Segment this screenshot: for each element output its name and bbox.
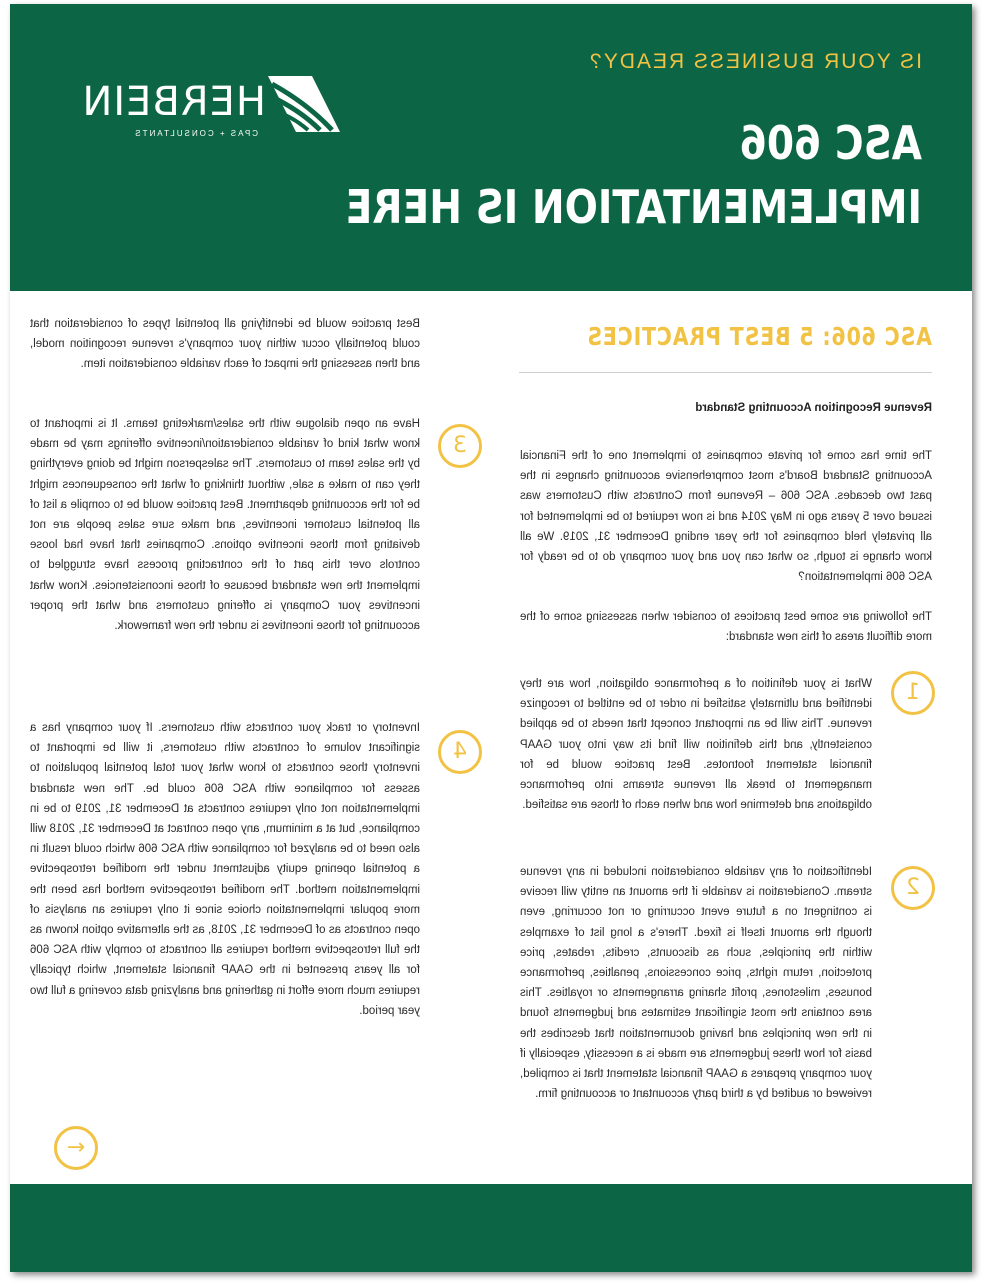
practice-2-text: Identification of any variable consideration included in any revenue stream. Consideration is variable if the amount an entity will receive is contingent on a future event occurring or not occurring, even though the amount itself is fixed. There's a long list of examples within the principles, such as discounts, credits, rebates, price protection, return rights, price concessions, penalties, performance bonuses, milestones, profit sharing arrangements or royalties. This area contains the most significant estimates and judgements found in the new principles and having documentation that describes the basis for how these judgements are made is a necessity, especially if your company prepares a GAAP financial statement that is compiled, reviewed or audited by a third party accountant or accounting firm.	[520, 866, 872, 1101]
practice-number-2-badge: 2	[891, 866, 935, 910]
practice-number-1-badge: 1	[891, 671, 935, 715]
left-arrow-icon[interactable]: ←	[54, 1126, 98, 1170]
header-banner	[10, 4, 972, 291]
practice-number-3-badge: 3	[438, 424, 482, 468]
mirrored-page-content	[10, 4, 972, 1272]
intro-paragraph-2: The following are some best practices to consider when assessing some of the more difficult areas of this new standard:	[520, 611, 932, 644]
page-title-line1: ASC 606	[739, 116, 922, 170]
practice-number-4-badge: 4	[438, 730, 482, 774]
section-subheading: Revenue Recognition Accounting Standard	[695, 402, 932, 414]
section-divider	[519, 372, 932, 373]
column2-continuation-text: Best practice would be identifying all potential types of consideration that could potentially occur within your company's revenue recognition model, and then assessing the impact of each variable consideration item.	[30, 318, 420, 371]
logo-subtitle: CPAS + CONSULTANTS	[133, 129, 258, 138]
company-logo	[52, 74, 342, 144]
page-title-line2: IMPLEMENTATION IS HERE	[345, 180, 922, 234]
practice-3-text: Have an open dialogue with the sales/marketing teams. It is important to know what kind of variable consideration/incentive offerings may be made by the sales team to customers. The salesperson might be doing everything they can to make a sale, without thinking of what the consequences might be for the accounting department. Best practice would be to compile a list of all potential customer incentives, and make sure sales people are not deviating from those incentive options. Companies that have had loose controls over this part of the contracting process have struggled to implement the new standard because of those inconsistencies. Know what incentives your Company is offering customers and what the proper accounting for those incentives is under the new framework.	[30, 418, 420, 633]
practice-1-text: What is your definition of a performance obligation, how are they identified and ultimately satisfied in order to be entitled to recognize revenue. This will be an important concept that needs to be applied consistently, and this definition will find its way into your GAAP financial statement footnotes. Best practice would be for management to break all revenue streams into performance obligations and determine how and when each of those are satisfied.	[520, 678, 872, 812]
document-page	[10, 4, 972, 1272]
practice-4-text: Inventory or track your contracts with customers. If your company has a significant volume of contracts with customers, it will be important to inventory those contracts to know what your total potential population to assess for compliance with ASC 606 could be. The new standard implementation not only requires contracts at December 31, 2019 to be in compliance, but at a minimum, any open contract at December 31, 2018 will also need to be analyzed for compliance with ASC 606 which could result in a potential opening equity adjustment under the modified retrospective implementation method. The modified retrospective method has been the more popular implementation choice since it only requires an analysis of open contracts as of December 31, 2018, as the alternative option known as the full retrospective method requires all contracts to comply with ASC 606 for all years presented in the GAAP financial statement, which typically requires much more effort in gathering and analyzing data covering a full two year period.	[30, 722, 420, 1017]
logo-mark-icon	[266, 74, 342, 134]
section-title: ASC 606: 5 BEST PRACTICES	[586, 322, 932, 351]
intro-paragraph-1: The time has come for private companies to implement one of the Financial Accounting Standard Board's most comprehensive accounting changes in the past two decades. ASC 606 – Revenue from Contracts with Customers was issued over 5 years ago in May 2014 and is now required to be implemented for all privately held companies for the year ending December 31, 2019. We all know change is tough, so what can you and your company do to be ready for ASC 606 implementation?	[520, 450, 932, 584]
logo-wordmark: HERBEIN	[81, 79, 266, 125]
tagline: IS YOUR BUSINESS READY?	[588, 50, 922, 73]
footer-banner	[10, 1184, 972, 1272]
